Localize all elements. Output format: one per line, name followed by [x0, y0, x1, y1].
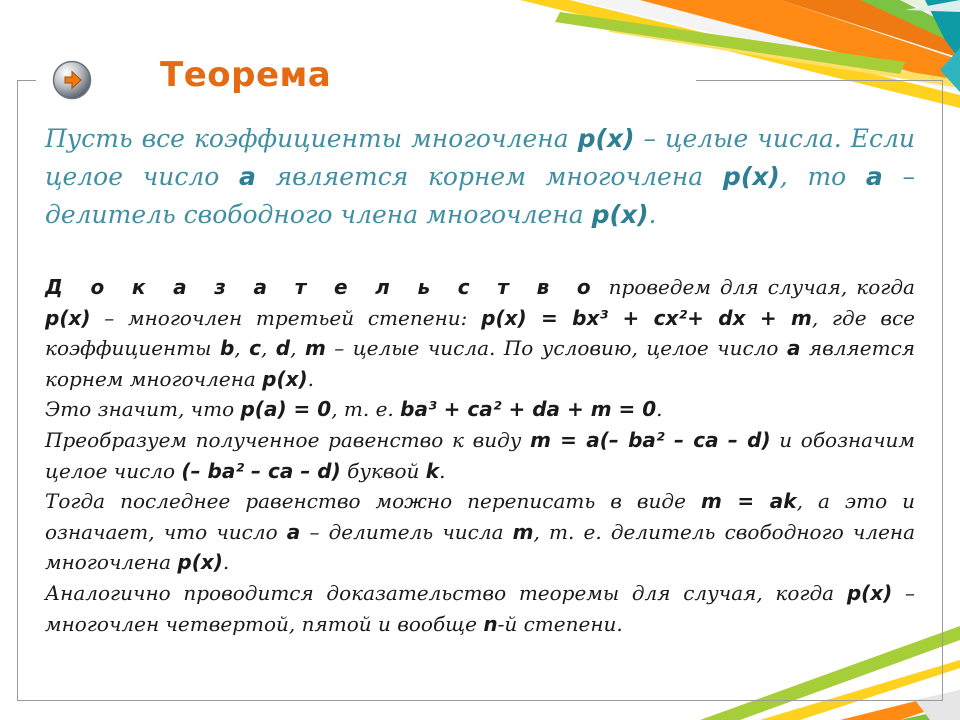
- slide-title: Теорема: [160, 55, 332, 95]
- proof-paragraph: Д о к а з а т е л ь с т в о проведем для случая, когда р(х) – многочлен третьей степени: р(х) = bх³ + сх²+ dx + m, где все коэффициенты b, c, d, m – целые числа. По условию, целое число a является корнем многочлена р(х).: [45, 275, 916, 391]
- proof-text: [45, 272, 915, 639]
- frame-title-gap: [36, 74, 696, 88]
- theorem-statement: Пусть все коэффициенты многочлена р(х) – целые числа. Если целое число a является корнем многочлена р(х), то a – делитель свободного члена многочлена р(х).: [45, 124, 916, 229]
- next-slide-button[interactable]: [52, 60, 92, 100]
- proof-paragraph: Аналогично проводится доказательство теоремы для случая, когда р(х) – многочлен четвертой, пятой и вообще n-й степени.: [45, 580, 916, 636]
- proof-paragraph: Это значит, что р(a) = 0, т. е. ba³ + ca² + da + m = 0.: [45, 397, 663, 422]
- proof-paragraph: Преобразуем полученное равенство к виду m = a(– ba² – ca – d) и обозначим целое число (– ba² – ca – d) буквой k.: [45, 427, 916, 483]
- proof-paragraph: Тогда последнее равенство можно переписать в виде m = ak, а это и означает, что число a – делитель числа m, т. е. делитель свободного члена многочлена р(х).: [45, 489, 916, 575]
